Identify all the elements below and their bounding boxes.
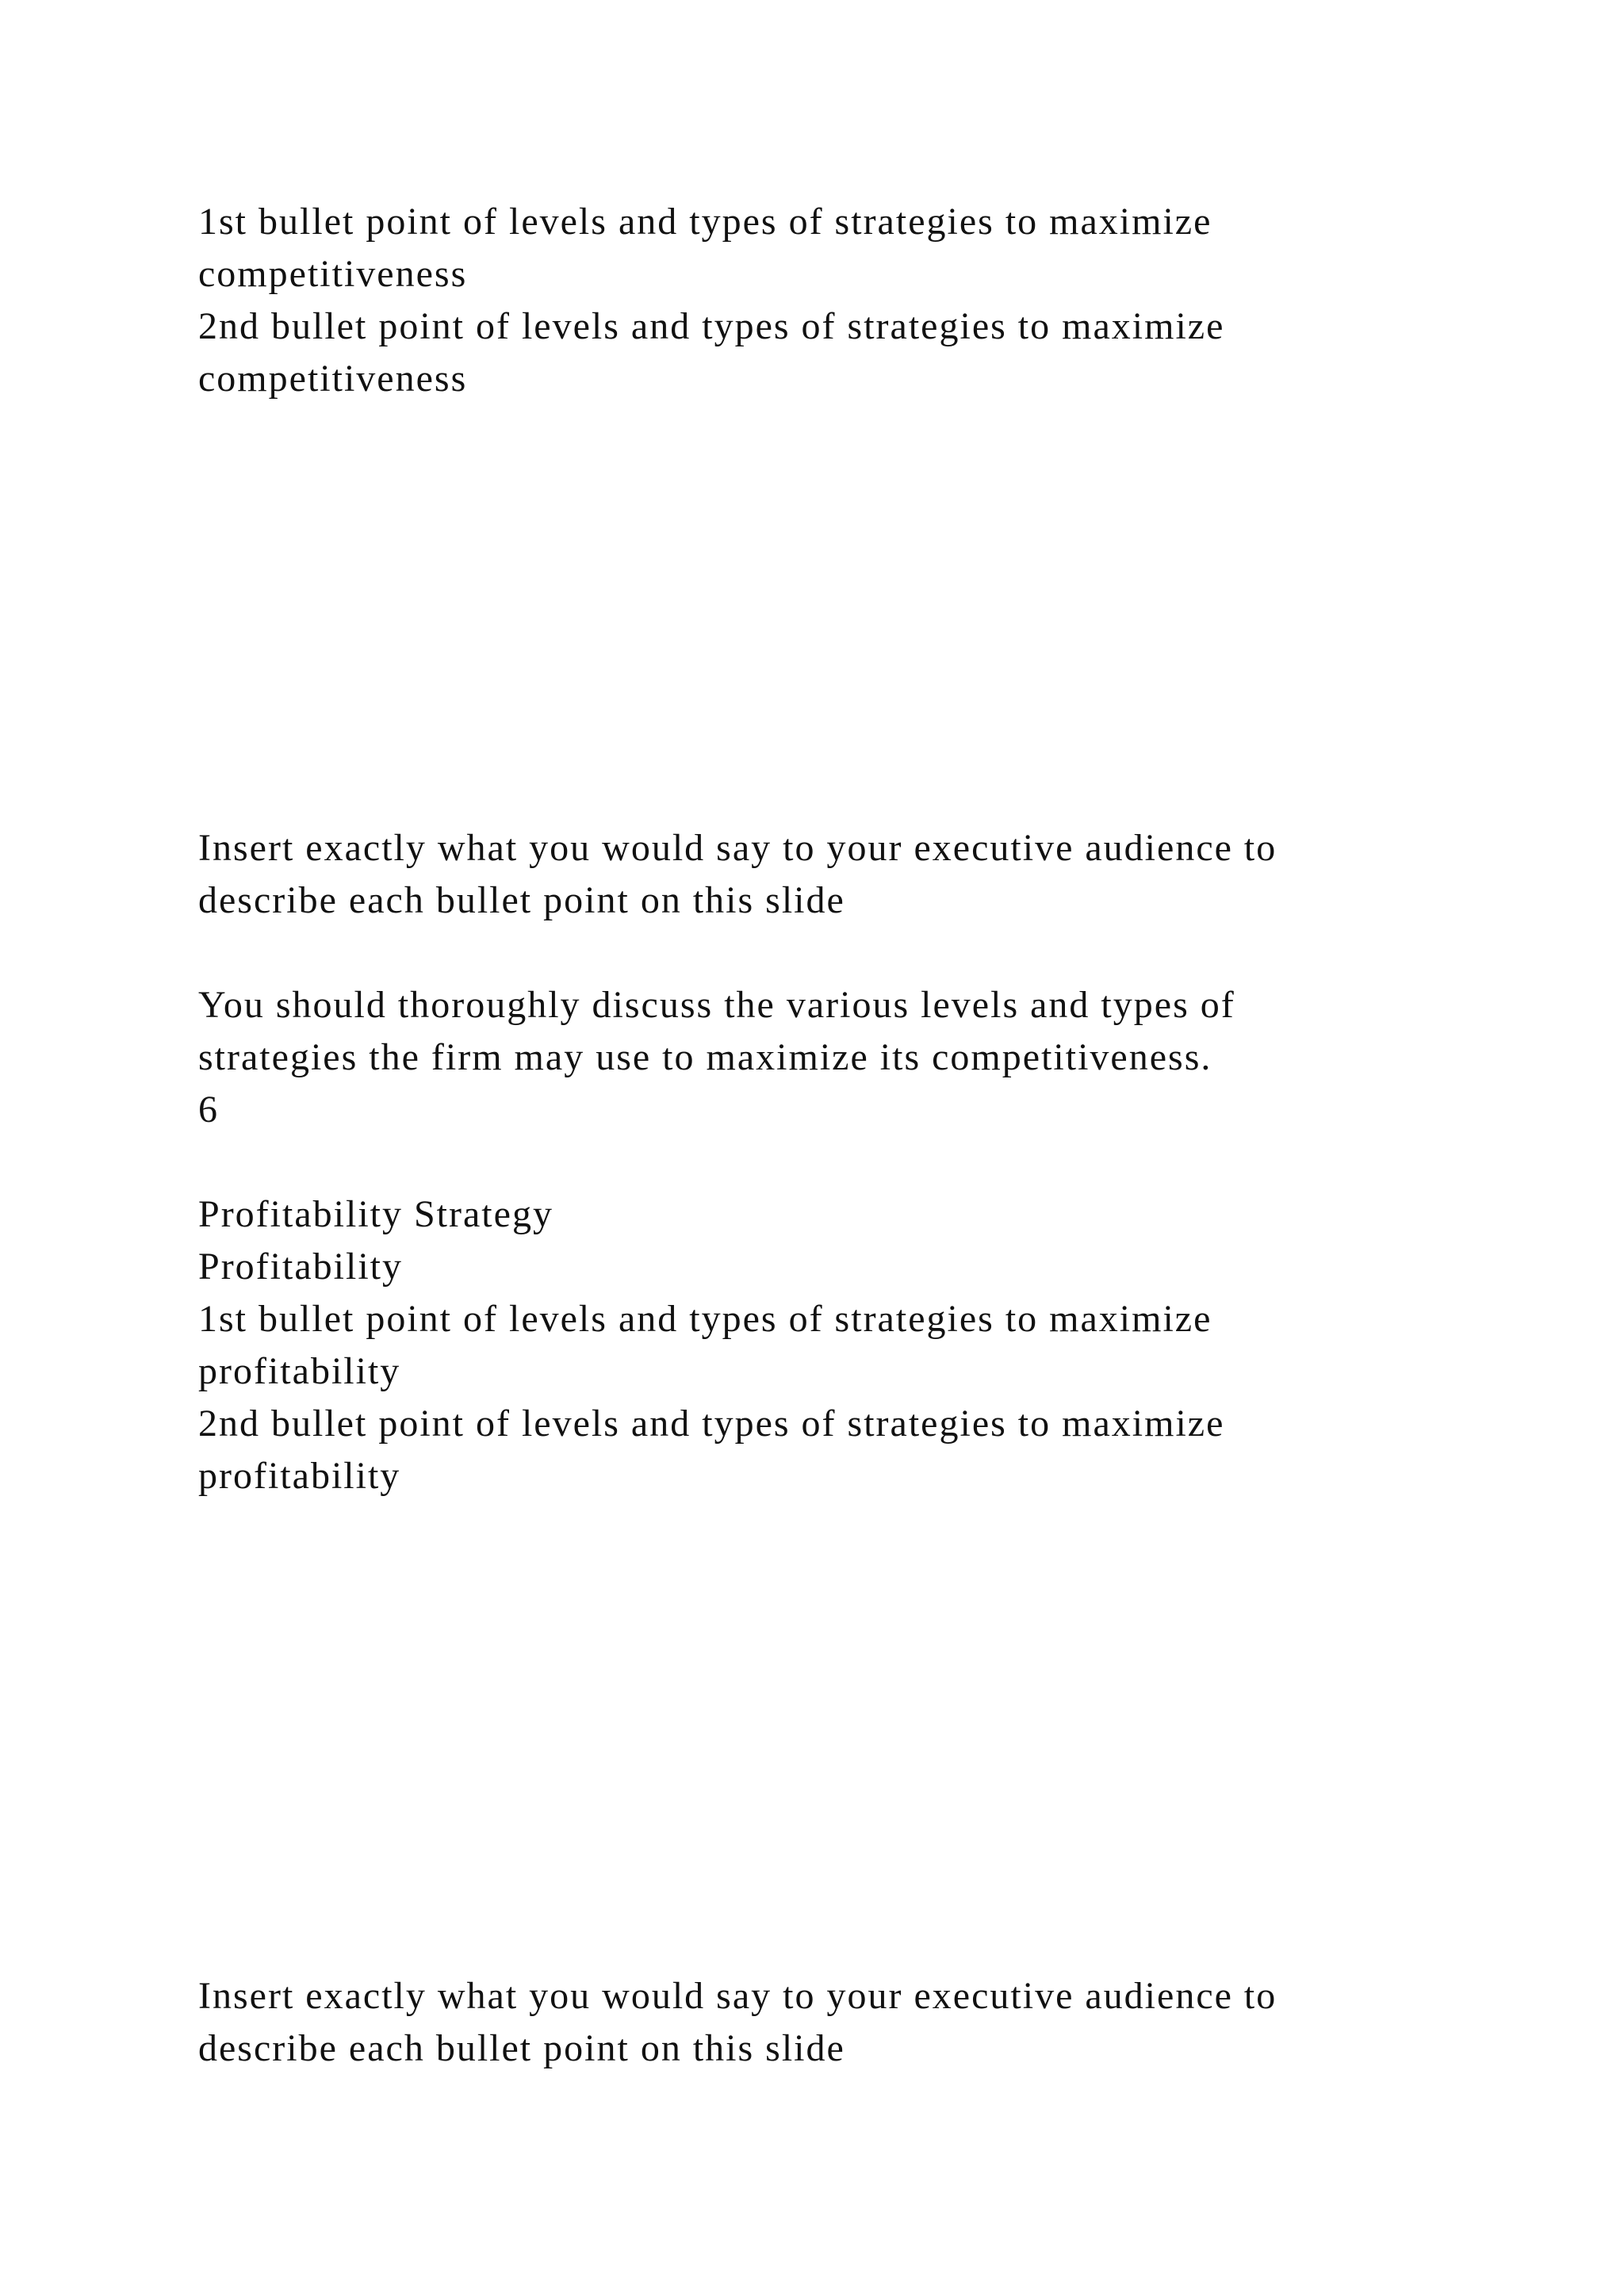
notes-guidance-line-2: strategies the firm may use to maximize its competitiveness. — [198, 1036, 1212, 1078]
slide-title: Profitability Strategy — [198, 1193, 553, 1235]
bullet-2-line-2: competitiveness — [198, 358, 468, 400]
competitiveness-notes — [198, 822, 1546, 1502]
profit-notes-instruction-line-1: Insert exactly what you would say to your executive audience to — [198, 1975, 1277, 2017]
blank-line — [198, 1136, 1546, 1188]
profit-bullet-2-line-1: 2nd bullet point of levels and types of strategies to maximize — [198, 1402, 1225, 1445]
bullet-1-line-1: 1st bullet point of levels and types of strategies to maximize — [198, 201, 1212, 243]
bullet-2-line-1: 2nd bullet point of levels and types of strategies to maximize — [198, 305, 1225, 347]
notes-instruction-line-1: Insert exactly what you would say to your executive audience to — [198, 827, 1277, 869]
profit-bullet-1-line-1: 1st bullet point of levels and types of strategies to maximize — [198, 1298, 1212, 1340]
slide-heading: Profitability — [198, 1246, 403, 1288]
profit-bullet-1-line-2: profitability — [198, 1350, 401, 1392]
notes-instruction-line-2: describe each bullet point on this slide — [198, 879, 845, 921]
blank-line — [198, 927, 1546, 979]
profit-bullet-2-line-2: profitability — [198, 1455, 401, 1497]
bullet-1-line-2: competitiveness — [198, 253, 468, 295]
notes-guidance-line-1: You should thoroughly discuss the various levels and types of — [198, 984, 1235, 1026]
profitability-notes — [198, 1970, 1546, 2075]
profit-notes-instruction-line-2: describe each bullet point on this slide — [198, 2027, 845, 2069]
slide-number: 6 — [198, 1089, 219, 1131]
competitiveness-bullets — [198, 196, 1546, 405]
